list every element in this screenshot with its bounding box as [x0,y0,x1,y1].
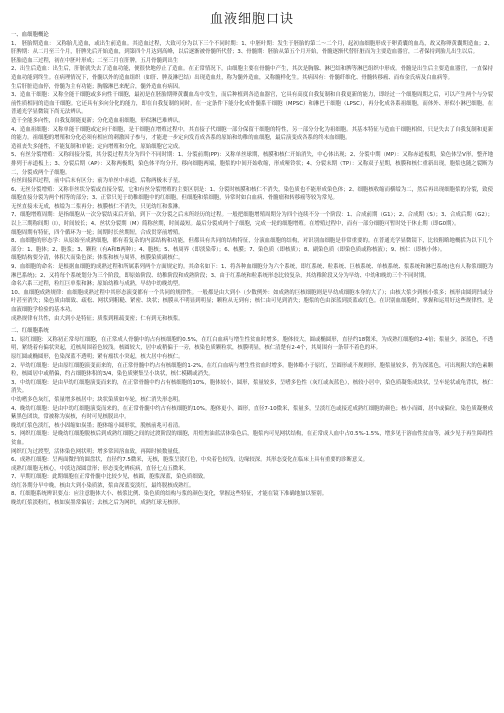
paragraph: 4、造血祖细胞：又称单能干细胞或定向干细胞，是干细胞在增殖过程中，其直接子代细胞一部分保留干细胞的特性，另一部分分化为祖细胞。其基本特征与造血干细胞相似，只是失去了自我复制和更新的能力。祖细胞的增殖和分化必须有相应的刺激因子参与，才能进一步定向发育成各系的原始和幼稚的血细胞，最后演变成各系的终末血细胞。 [11,126,493,142]
paragraph: 晚幼红浆淡粉红，核如炭墨常偏居；去核之后为网织，成熟红球无核形。 [11,500,184,507]
paragraph: 1、原红细胞：又称初正常母红细胞，在正常成人骨髓中的占有核细胞的0.5%，在红白血病与增生性贫血时增多。胞体较大，圆或椭圆形，直径约18微米，为成熟红细胞的2-4倍；浆量少，深蓝色，不透明，紧绕着有偏状突起，近核周围着色较浅。核圆较大，居中或稍偏于一旁，核染色质颗粒状，核膜明显，核仁清楚有2-4个，其周围有一条带不着色的环。 [11,336,493,352]
paragraph: 原红圆或椭圆形，色染深蓝不透明；紧有瘤状小突起，核大居中有核仁。 [11,353,184,360]
paragraph: 造祖丧失多能性，不能复制和单能；定向增殖和分化，原始细胞它完成。 [11,143,184,150]
paragraph: 8、红细胞系统辨识要点：应注意胞体大小、核浆比例、染色质的结构与浆的颜色变化，掌握这些特征，才能在镜下准确地加以鉴别。 [11,491,328,498]
paragraph: 5、有丝分裂增殖：又称间接分裂，其分裂过程共分为四个不同时期：1、分裂前期(PP)：又称单丝球期，核膜和核仁开始消失，中心体出现；2、分裂中期（MP）：又称赤道板期，染色体呈V形，整齐地排列于赤道板上；3、分裂后期（AP）：又称两极期，染色体平均分开，移向细胞两端，胞浆的中间开始收缩，形成哑铃状；4、分裂末期（TP）：又称双子星期，核膜和核仁重新出现，胞浆也随之裂断为二，分裂成两个子细胞。 [11,152,493,176]
paragraph: 6、无丝分裂增殖：又称非丝状分裂或直接分裂，它和有丝分裂增殖的主要区别是：1、分裂时核膜和核仁不消失，染色质也不能形成染色体；2、细胞核收缩而横缢为二，然后再出现细胞浆的分裂，致使细胞直接分裂为两个相等的部分；3、正常只见于幼稚细胞中的红细胞，但细胞和浆细胞，异常时如白血病、骨髓瘤和转移癌等较为常见。 [11,186,493,202]
paragraph: 有丝间接四过程，前中后末有区分；前为单丝中赤道，后称两极末子星。 [11,178,184,185]
paragraph: 7、细胞增殖周期：是指细胞从一次分裂结束后开始，到下一次分裂之后末所经历的过程。一般把细胞增殖周期分为四个连续不分一个阶段：1、合成前期（G1）；2、合成期（S）；3、合成后期（G2）；以上三期称间期（I），时间较长；4、丝状分裂期（M）简称丝期，时间最短。最后分裂成两个子细胞，完成一轮的细胞增殖。在增殖过程中，而有一部分细胞可暂时处于休止期（即G0期）。 [11,212,493,228]
paragraph: 中幼嗜多色灰红，浆量增多核居中；块状染质如车轮，核仁消失形态明。 [11,396,184,403]
paragraph: 细胞周期有特征，四个循环为一轮；间期时长丝期短，合成贯穿前增殖。 [11,229,184,236]
page-title: 血液细胞口诀 [209,12,294,27]
paragraph: 网织红为过渡型，活体染色网状明；增多常因溶血致，再障时候数量低。 [11,448,184,455]
paragraph: 2、早幼红细胞：是由原红细胞演变而来的，在正常骨髓中约占有核细胞的1-2%，在红白血病与增生性贫血时增多。胞体略小于原红，呈圆形或不规则形，胞浆量较多，仍为深蓝色，可出现粗大的色素颗粒，核圆居中或稍偏，约占细胞体积的3/4，染色质聚集呈小块状，核仁模糊或消失。 [11,362,493,378]
paragraph: 命名六系三过程，粒红巨单浆和淋；原始幼稚与成熟，早幼中幼晚幼型。 [11,281,184,288]
paragraph: 5、网织红细胞：是晚幼红细胞脱核后到成熟红细胞之间的过渡阶段的细胞，用煌焦油蓝活体染色后，胞浆内可见网状结构，在正常成人血中占0.5%-1.5%，增多见于溶血性贫血等，减少见于再生障碍性贫血。 [11,431,493,446]
section-heading: 一、血细胞概论 [11,32,49,38]
paragraph: 细胞结构要分清，体积大而染色深；体浆和核与周界，核膜染质副核仁。 [11,255,184,262]
paragraph: 8、血细胞的形态学：从原始至成熟细胞，都有着复杂的内部结构和功能，但都具有共同的结构特征，分演血细胞的结构，对识别血细胞是非常重要的。在普通光学显微镜下，比较粗略地概括为以下几个部分：1、胞体；2、胞浆；3、颗粒（有A和B两种）；4、胞核；5、核周界（即淡染带）；6、核膜；7、染色质（即核质）；8、副染色质（即染色质或称核液）；9、核仁（即核小体）。 [11,238,493,253]
paragraph: 3、中幼红细胞：是由早幼红细胞演变而来的，在正常骨髓中约占有核细胞的10%，胞体较小，圆形，浆量较多，呈嗜多色性（灰红或灰蓝色），核较小居中，染色质凝集成块状，呈车轮状或龟背状，核仁消失。 [11,379,493,395]
paragraph: 成熟规律有共性，由大到小是特征；质浆到粗疏变密；仁有到无和核浆。 [11,315,184,322]
document-body [11,31,493,508]
paragraph: 9、血细胞的命名：是根据血细胞的成熟过程和所属系列两个方面规定的。其命名如下：1、将各种血细胞分为六个系统，即红系统、粒系统、巨核系统、单核系统、浆系统和淋巴系统(也有人称浆细胞为淋巴系统)；2、又将每个系统划分为三个阶段，即原始阶段、幼稚阶段和成熟阶段；3、由于红系统和粒系统形态比较复杂，其幼稚阶段又分为早幼、中幼和晚幼三个不同时期。 [11,264,493,279]
paragraph: 成熟红细胞无核心，中淡边深圆盘形；形态变化辨疾病，直径七点五微米。 [11,465,189,472]
paragraph: 无丝直接未无成，核缢为二浆再分；核膜核仁不消失，只见幼红和浆淋。 [11,203,184,210]
section-heading: 二、红细胞系统 [11,328,49,335]
paragraph: 胚胎造血三过程，初在中胚叶形成；二至三月在肝脾，五月骨髓到出生 [11,57,179,64]
paragraph: 3、造血干细胞：又称全能干细胞或多向性干细胞，最初是在胚胎期卵黄囊血岛中发生，而后种植到各造血器官，它具有高度自我复制和自我更新的能力，即经过一个细胞周期之后，可以产生两个与分裂前性质相同的造血干细胞。它还具有多向分化的能力，即在自我复制的同时，在一定条件下能分化成骨髓系干细胞（MPSC）和淋巴干细胞（LPSC），再分化成各系祖细胞，而体外、形似小淋巴细胞，在普通光学显微镜下尚无法辨认。 [11,92,493,116]
paragraph: 2、出生后造血：出生后，肝脏就失去了造血功能，便很快地停止了造血。在正常情况下，由细胞主要在骨髓中产生，其次是胸腺、淋巴结和脾等淋巴组织中形成。骨髓是出生后主要造血器官，一直保持造血功能到终生。在病理情况下，骨髓以外的造血组织（如肝、脾及淋巴结）出现造血灶，称为髓外造血，又称髓样化生。其病因有：骨髓纤维化、骨髓转移癌、而布金氏病及白血病等。 [11,66,493,81]
paragraph: 6、成熟红细胞：呈两面微凹的圆盘状，直径约7.5微米，无核，胞浆呈淡红色，中央着色较浅，边缘较深。其形态变化在临床上具有重要的诊断意义。 [11,457,369,464]
section-gap [11,323,493,325]
paragraph: 1、 胚胎期造血： 又称胎儿造血，或出生前造血。其造血过程，大致可分为以下三个不同时期：1、中胚叶期：发生于胚胎的第二～二个月，起初血细胞形成于卵黄囊的血岛，故又称卵黄囊期造血；2、肝脾期：从二月至三个月，肝脾先后开始造血，到第四个月达到高峰，以后逐渐被骨髓所代替；3、骨髓期：胚胎从第五个月开始，骨髓逐渐代替肝脏而为主要造血器官，二者保持到胎儿出生以后。 [11,40,493,56]
paragraph: 晚幼红浆色淡红，核小固缩如炭墨；胞体缩小圆形状，脱核前兆可看清。 [11,422,184,429]
paragraph: 4、晚幼红细胞：是由中幼红细胞演变而来的，在正常骨髓中约占有核细胞的10%。胞体更小，圆形，直径7-10微米，浆量多，呈淡红色或接近成熟红细胞的颜色；核小而圆，居中或偏位，染色质凝聚成紫黑色团块，常被称为炭核，有时可见核脱出中。 [11,405,493,421]
paragraph: 7、早期红细胞：此期细胞在正常骨髓中比较少见，核圆，胞浆深蓝，染色质细致。 [11,474,209,481]
paragraph: 造干全能多向性，自我复制能更新；分化造血祖细胞，形似淋巴难辨认。 [11,117,184,124]
paragraph: 生后肝脏造血停，骨髓为主有功能；胸腺淋巴来配合，髓外造血有病因。 [11,83,184,90]
paragraph: 10、血细胞成熟规律：血细胞成熟过程中其形态演变都有一个共同的规律性。一般都是由大到小（少数例外：如成熟的巨核细胞则是早幼成细胞本身的大了）；由核大浆少到核小浆多；核形由圆到凹或分叶甚至消失；染色质由细致、疏松、网状到粗糙、紧密、块状；核膜从不明显到明显；颗粒从无到有；核仁由可见到消失；胞浆的色由深蓝到淡蓝或红色。在识别血细胞时，掌握和运用好这些规律性，是血液细胞学检验的基本功。 [11,289,493,313]
paragraph: 幼红各期分早中晚，核由大到小染质浓，浆由深蓝变淡红，最终脱核成熟红。 [11,482,195,489]
